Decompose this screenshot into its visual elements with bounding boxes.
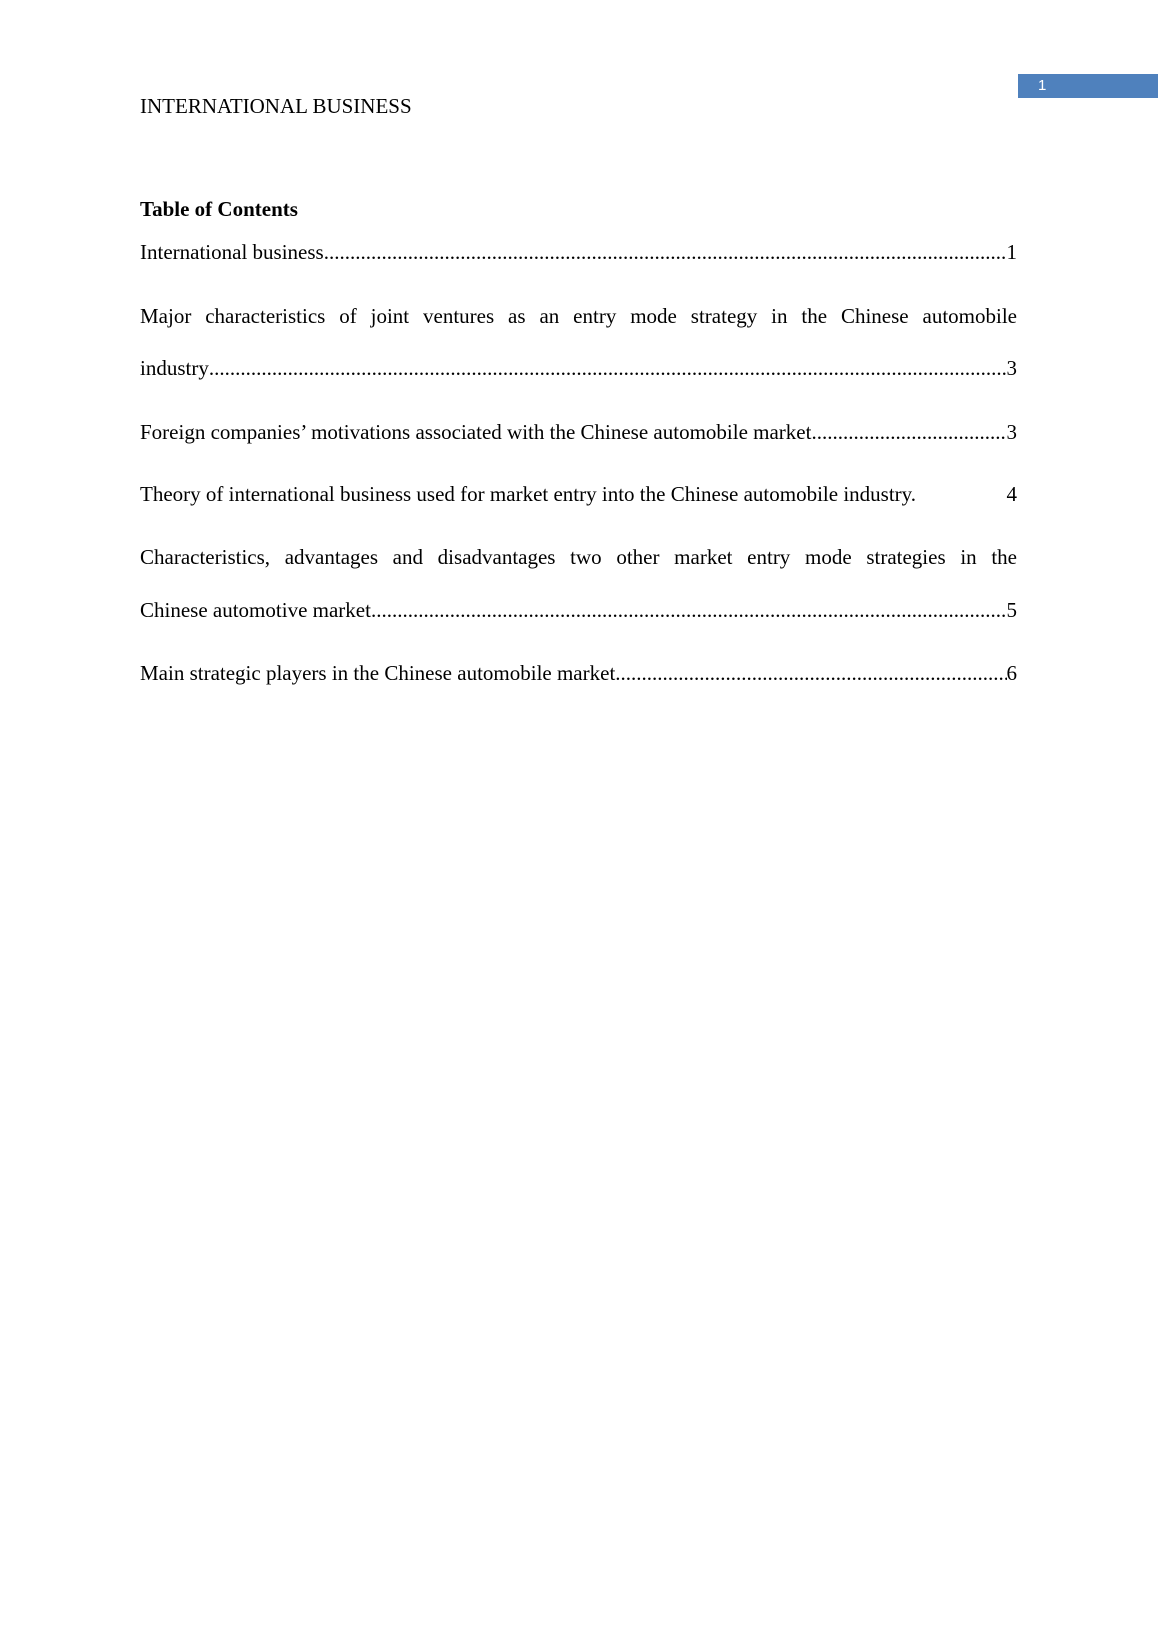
- toc-title: Table of Contents: [140, 197, 298, 221]
- toc-dot-leader: [811, 418, 1006, 446]
- toc-entry-page: 4: [1006, 482, 1017, 506]
- page-number-box: [1018, 74, 1158, 98]
- toc-entry-entry-modes-line1[interactable]: Characteristics, advantages and disadvantages two other market entry mode strategies in the: [140, 545, 1017, 569]
- toc-entry-international-business[interactable]: [140, 238, 1017, 266]
- toc-entry-page: 3: [1006, 356, 1017, 380]
- toc-entry-text: Chinese automotive market: [140, 598, 371, 622]
- toc-entry-page: 3: [1006, 420, 1017, 444]
- toc-entry-joint-ventures-line2[interactable]: [140, 354, 1017, 382]
- toc-dot-leader: [615, 659, 1006, 687]
- toc-entry-text: Theory of international business used for market entry into the Chinese automobile industry.: [140, 482, 917, 506]
- toc-dot-leader: [324, 238, 1007, 266]
- running-head: INTERNATIONAL BUSINESS: [140, 94, 412, 118]
- toc-entry-page: 1: [1006, 240, 1017, 264]
- toc-entry-entry-modes-line2[interactable]: [140, 596, 1017, 624]
- toc-entry-theory[interactable]: [140, 480, 1017, 508]
- page-number: 1: [1038, 77, 1047, 94]
- toc-entry-page: 6: [1006, 661, 1017, 685]
- toc-entry-foreign-motivations[interactable]: [140, 418, 1017, 446]
- toc-entry-text: International business: [140, 240, 324, 264]
- toc-dot-leader: [209, 354, 1007, 382]
- toc-entry-page: 5: [1006, 598, 1017, 622]
- toc-entry-strategic-players[interactable]: [140, 659, 1017, 687]
- toc-dot-leader: [371, 596, 1007, 624]
- toc-entry-text: industry: [140, 356, 209, 380]
- toc-entry-text: Main strategic players in the Chinese automobile market: [140, 661, 616, 685]
- toc-entry-text: Foreign companies’ motivations associated with the Chinese automobile market: [140, 420, 812, 444]
- toc-entry-joint-ventures-line1[interactable]: Major characteristics of joint ventures as an entry mode strategy in the Chinese automobile: [140, 304, 1017, 328]
